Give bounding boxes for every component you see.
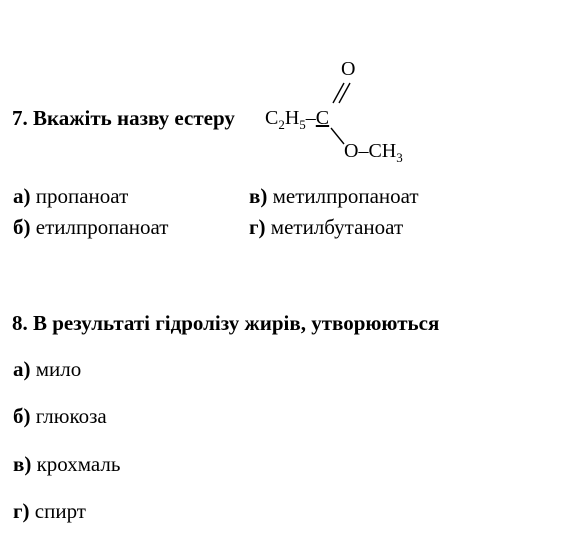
formula-carbon: C (315, 107, 330, 129)
question-8-number: 8. (12, 311, 28, 335)
formula-oxygen-top: O (341, 58, 356, 80)
question-8-text: В результаті гідролізу жирів, утворюються (33, 311, 440, 335)
q8-option-a[interactable]: а) мило (13, 357, 82, 381)
double-bond-line-1 (333, 83, 344, 103)
single-bond-line (331, 128, 344, 144)
formula-ethyl-group: $C_2H_5-C$ (265, 107, 330, 132)
q7-option-b[interactable]: б) етилпропаноат (13, 215, 169, 239)
question-7-number: 7. (12, 106, 28, 130)
formula-ester-oxygen: $O-CH_3$ (344, 140, 403, 165)
q8-option-v[interactable]: в) крохмаль (13, 452, 121, 476)
double-bond-line-2 (339, 83, 350, 103)
question-7-text: Вкажіть назву естеру (33, 106, 235, 130)
question-8-title (12, 311, 439, 336)
q7-option-v[interactable]: в) метилпропаноат (249, 184, 419, 208)
q7-option-g[interactable]: г) метилбутаноат (249, 215, 404, 239)
q8-option-b[interactable]: б) глюкоза (13, 404, 107, 428)
q8-option-g[interactable]: г) спирт (13, 499, 86, 523)
q7-option-a[interactable]: а) пропаноат (13, 184, 129, 208)
